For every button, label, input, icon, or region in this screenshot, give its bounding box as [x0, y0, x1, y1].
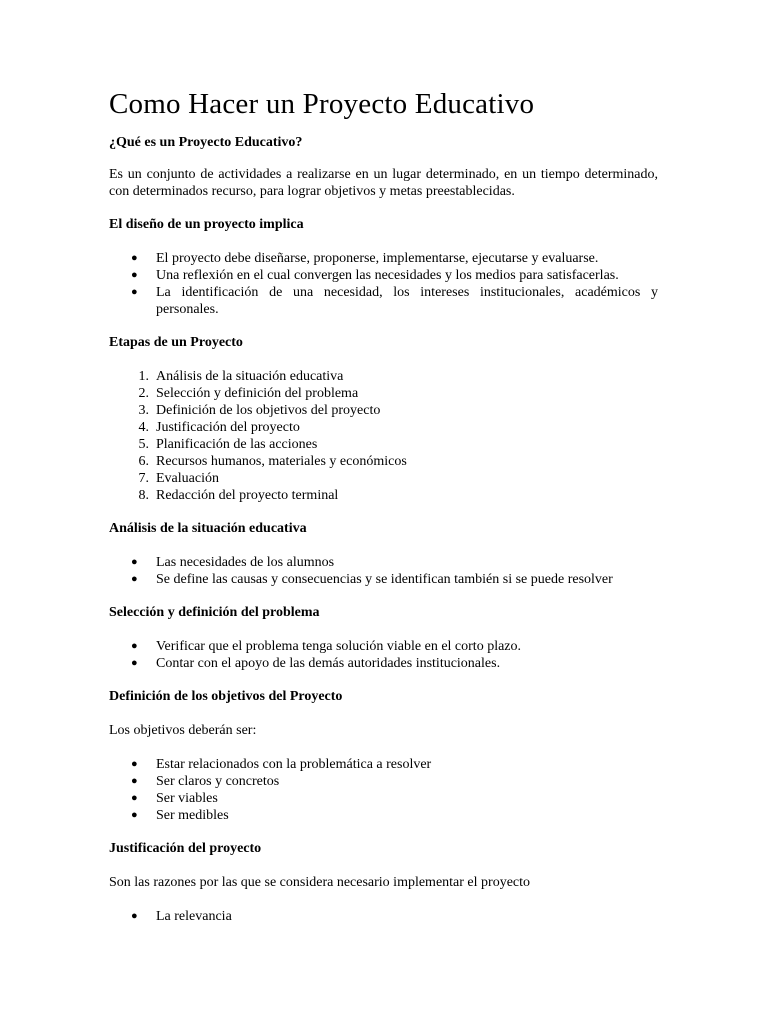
list-number: 3. — [138, 403, 149, 418]
list-number: 4. — [138, 420, 149, 435]
bullet-list-objetivos — [109, 756, 658, 824]
bullet-icon: ● — [131, 910, 138, 922]
list-item: ● Contar con el apoyo de las demás autoridades institucionales. — [131, 656, 501, 671]
section-heading-diseno: El diseño de un proyecto implica — [109, 217, 304, 232]
bullet-list-diseno — [109, 250, 658, 318]
bullet-icon: ● — [131, 269, 138, 281]
list-item: ● El proyecto debe diseñarse, proponerse, implementarse, ejecutarse y evaluarse. — [131, 251, 599, 266]
section-heading-etapas: Etapas de un Proyecto — [109, 335, 243, 350]
bullet-icon: ● — [131, 657, 138, 669]
list-item: ● Ser claros y concretos — [131, 774, 280, 789]
bullet-icon: ● — [131, 286, 138, 298]
section-heading-seleccion: Selección y definición del problema — [109, 605, 320, 620]
bullet-icon: ● — [131, 573, 138, 585]
list-number: 8. — [138, 488, 149, 503]
section-heading-objetivos: Definición de los objetivos del Proyecto — [109, 689, 343, 704]
list-item: 2. Selección y definición del problema — [109, 385, 658, 402]
list-item: ● Las necesidades de los alumnos — [131, 555, 335, 570]
bullet-list-analisis — [109, 554, 658, 588]
list-number: 2. — [138, 386, 149, 401]
bullet-icon: ● — [131, 809, 138, 821]
list-number: 5. — [138, 437, 149, 452]
list-item: 5. Planificación de las acciones — [109, 436, 658, 453]
bullet-icon: ● — [131, 792, 138, 804]
paragraph-definition: Es un conjunto de actividades a realizarse en un lugar determinado, en un tiempo determinado, con determinados recurso, para lograr objetivos y metas preestablecidas. — [109, 167, 658, 199]
list-item: ● Ser viables — [131, 791, 218, 806]
list-item: 4. Justificación del proyecto — [109, 419, 658, 436]
section-heading-que-es: ¿Qué es un Proyecto Educativo? — [109, 135, 303, 150]
bullet-list-seleccion — [109, 638, 658, 672]
document-title: Como Hacer un Proyecto Educativo — [109, 88, 535, 120]
bullet-list-justificacion — [109, 908, 658, 925]
list-item: ● Una reflexión en el cual convergen las necesidades y los medios para satisfacerlas. — [131, 268, 619, 283]
numbered-list-etapas — [109, 368, 658, 504]
list-item: 8. Redacción del proyecto terminal — [109, 487, 658, 504]
section-heading-justificacion: Justificación del proyecto — [109, 841, 262, 856]
list-number: 7. — [138, 471, 149, 486]
section-heading-analisis: Análisis de la situación educativa — [109, 521, 307, 536]
list-item: 7. Evaluación — [109, 470, 658, 487]
paragraph-justificacion-intro: Son las razones por las que se considera necesario implementar el proyecto — [109, 875, 531, 890]
list-item: ● Ser medibles — [131, 808, 229, 823]
document-page — [109, 86, 658, 925]
bullet-icon: ● — [131, 252, 138, 264]
list-item: ● La relevancia — [131, 909, 232, 924]
list-item: ● La identificación de una necesidad, los intereses institucionales, académicos y personales. — [131, 285, 658, 317]
list-number: 1. — [138, 369, 149, 384]
paragraph-objetivos-intro: Los objetivos deberán ser: — [109, 723, 257, 738]
bullet-icon: ● — [131, 775, 138, 787]
list-item: ● Verificar que el problema tenga solución viable en el corto plazo. — [131, 639, 522, 654]
list-number: 6. — [138, 454, 149, 469]
list-item: 6. Recursos humanos, materiales y económicos — [109, 453, 658, 470]
list-item: ● Estar relacionados con la problemática a resolver — [131, 757, 432, 772]
bullet-icon: ● — [131, 640, 138, 652]
list-item: 1. Análisis de la situación educativa — [109, 368, 658, 385]
list-item: 3. Definición de los objetivos del proyecto — [109, 402, 658, 419]
list-item: ● Se define las causas y consecuencias y se identifican también si se puede resolver — [131, 572, 613, 587]
bullet-icon: ● — [131, 556, 138, 568]
bullet-icon: ● — [131, 758, 138, 770]
